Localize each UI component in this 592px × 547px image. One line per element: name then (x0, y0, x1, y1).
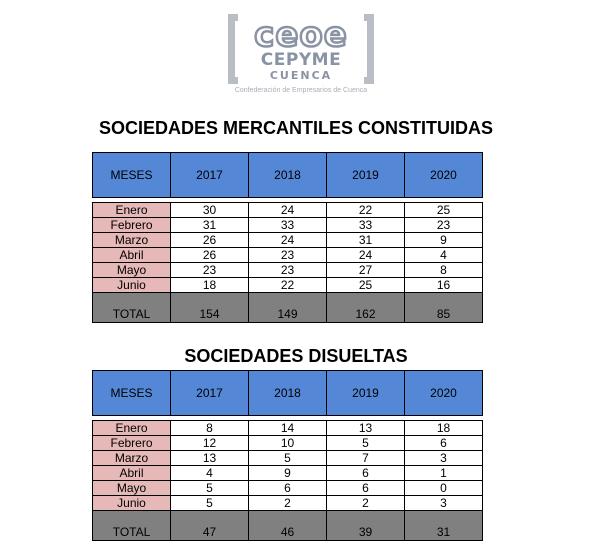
logo-right-bracket (364, 14, 374, 84)
total-value: 154 (171, 293, 249, 323)
value-cell: 5 (171, 481, 249, 496)
value-cell: 10 (249, 436, 327, 451)
table-row (93, 496, 483, 511)
value-cell: 26 (171, 248, 249, 263)
table-row (93, 263, 483, 278)
month-cell: Junio (93, 496, 171, 511)
total-value: 85 (405, 293, 483, 323)
month-cell: Abril (93, 248, 171, 263)
header-2018: 2018 (249, 153, 327, 198)
month-cell: Marzo (93, 233, 171, 248)
value-cell: 5 (171, 496, 249, 511)
value-cell: 3 (405, 496, 483, 511)
logo-cuenca-text: CUENCA (269, 69, 333, 82)
value-cell: 6 (327, 481, 405, 496)
value-cell: 5 (327, 436, 405, 451)
table-header-row (93, 153, 483, 198)
table-row (93, 421, 483, 436)
value-cell: 13 (327, 421, 405, 436)
total-label: TOTAL (93, 293, 171, 323)
logo-ceoe-text: ceoe (254, 15, 348, 55)
value-cell: 18 (405, 421, 483, 436)
header-meses: MESES (93, 153, 171, 198)
month-cell: Febrero (93, 436, 171, 451)
total-value: 149 (249, 293, 327, 323)
value-cell: 30 (171, 203, 249, 218)
value-cell: 6 (327, 466, 405, 481)
value-cell: 9 (405, 233, 483, 248)
total-label: TOTAL (93, 511, 171, 541)
value-cell: 25 (405, 203, 483, 218)
total-value: 47 (171, 511, 249, 541)
value-cell: 27 (327, 263, 405, 278)
month-cell: Junio (93, 278, 171, 293)
value-cell: 6 (405, 436, 483, 451)
value-cell: 22 (327, 203, 405, 218)
header-2017: 2017 (171, 153, 249, 198)
month-cell: Enero (93, 203, 171, 218)
total-row (93, 293, 483, 323)
value-cell: 5 (249, 451, 327, 466)
value-cell: 24 (249, 233, 327, 248)
table-sociedades-constituidas (92, 152, 483, 323)
value-cell: 16 (405, 278, 483, 293)
total-value: 39 (327, 511, 405, 541)
value-cell: 8 (171, 421, 249, 436)
value-cell: 24 (327, 248, 405, 263)
ceoe-cepyme-cuenca-logo (228, 14, 374, 98)
month-cell: Mayo (93, 263, 171, 278)
table-row (93, 451, 483, 466)
month-cell: Marzo (93, 451, 171, 466)
table-row (93, 203, 483, 218)
value-cell: 3 (405, 451, 483, 466)
total-row (93, 511, 483, 541)
month-cell: Mayo (93, 481, 171, 496)
value-cell: 23 (405, 218, 483, 233)
table-row (93, 233, 483, 248)
logo-cepyme-text: CEPYME (260, 50, 342, 70)
value-cell: 7 (327, 451, 405, 466)
value-cell: 31 (171, 218, 249, 233)
table-row (93, 481, 483, 496)
value-cell: 33 (327, 218, 405, 233)
month-cell: Febrero (93, 218, 171, 233)
header-2019: 2019 (327, 153, 405, 198)
table-row (93, 218, 483, 233)
logo-tagline: Confederación de Empresarios de Cuenca (234, 87, 368, 94)
value-cell: 23 (249, 248, 327, 263)
value-cell: 4 (405, 248, 483, 263)
header-2020: 2020 (405, 153, 483, 198)
value-cell: 6 (249, 481, 327, 496)
table-row (93, 436, 483, 451)
value-cell: 12 (171, 436, 249, 451)
value-cell: 14 (249, 421, 327, 436)
table-row (93, 466, 483, 481)
value-cell: 26 (171, 233, 249, 248)
header-2018: 2018 (249, 371, 327, 416)
header-2019: 2019 (327, 371, 405, 416)
value-cell: 24 (249, 203, 327, 218)
table-sociedades-disueltas (92, 370, 483, 541)
table-header-row (93, 371, 483, 416)
table-title-constituidas: SOCIEDADES MERCANTILES CONSTITUIDAS (98, 118, 494, 138)
total-value: 46 (249, 511, 327, 541)
value-cell: 18 (171, 278, 249, 293)
month-cell: Enero (93, 421, 171, 436)
table-row (93, 278, 483, 293)
table-row (93, 248, 483, 263)
month-cell: Abril (93, 466, 171, 481)
value-cell: 23 (171, 263, 249, 278)
value-cell: 9 (249, 466, 327, 481)
header-2020: 2020 (405, 371, 483, 416)
table-title-disueltas: SOCIEDADES DISUELTAS (184, 346, 408, 366)
value-cell: 2 (249, 496, 327, 511)
value-cell: 8 (405, 263, 483, 278)
value-cell: 2 (327, 496, 405, 511)
header-2017: 2017 (171, 371, 249, 416)
value-cell: 4 (171, 466, 249, 481)
logo-left-bracket (228, 14, 238, 84)
value-cell: 33 (249, 218, 327, 233)
value-cell: 31 (327, 233, 405, 248)
total-value: 31 (405, 511, 483, 541)
value-cell: 25 (327, 278, 405, 293)
value-cell: 1 (405, 466, 483, 481)
value-cell: 22 (249, 278, 327, 293)
value-cell: 23 (249, 263, 327, 278)
total-value: 162 (327, 293, 405, 323)
value-cell: 13 (171, 451, 249, 466)
value-cell: 0 (405, 481, 483, 496)
header-meses: MESES (93, 371, 171, 416)
